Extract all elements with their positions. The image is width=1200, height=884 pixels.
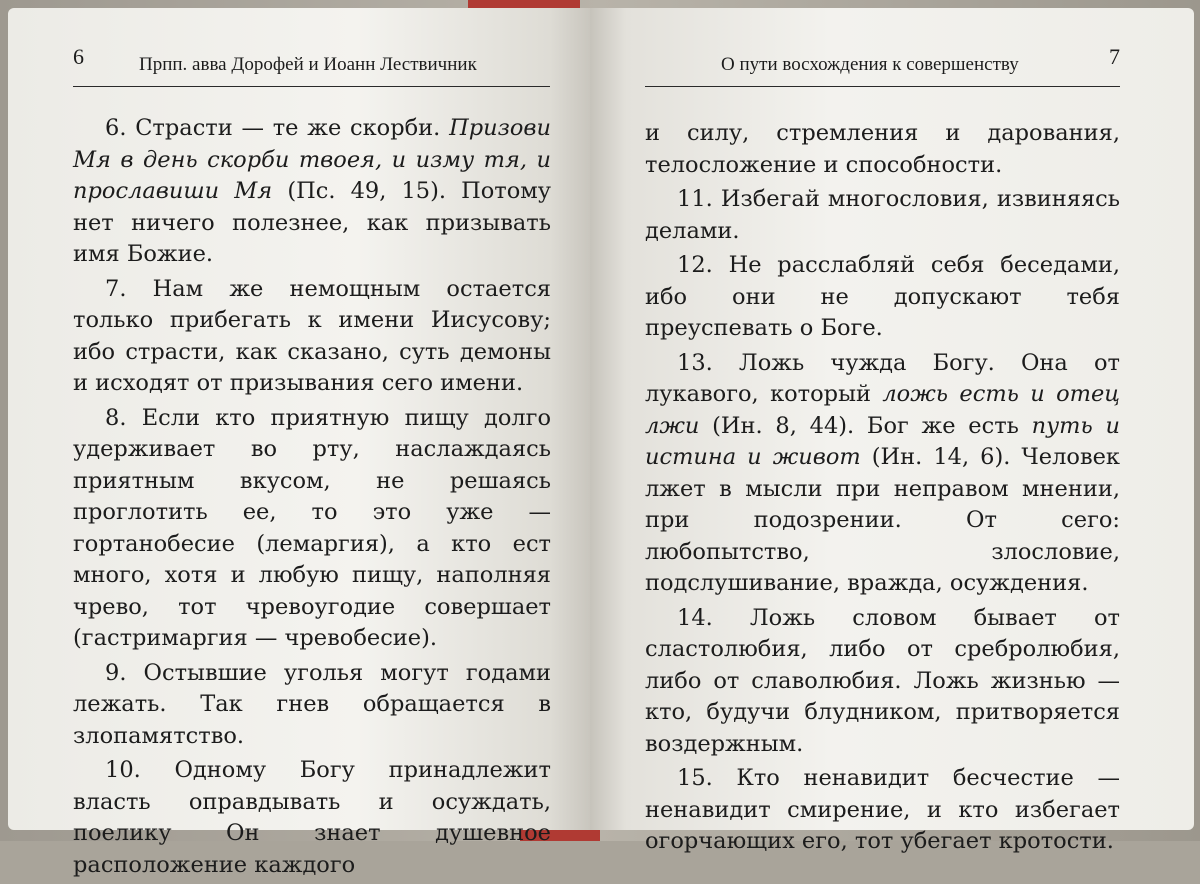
right-running-head-title: О пути восхождения к совершенству bbox=[721, 54, 1019, 75]
paragraph-9: 9. Остывшие уголья могут годами лежать. Так гнев обращается в злопамятство. bbox=[73, 659, 551, 749]
right-text-block bbox=[645, 118, 1120, 861]
paragraph-12: 12. Не расслабляй себя беседами, ибо они не допускают тебя преуспевать о Боге. bbox=[645, 252, 1120, 341]
left-page-number: 6 bbox=[73, 44, 84, 69]
left-running-head-title: Прпп. авва Дорофей и Иоанн Лествичник bbox=[139, 54, 477, 75]
right-page bbox=[590, 8, 1194, 854]
paragraph-13 bbox=[645, 348, 1120, 600]
paragraph-7: 7. Нам же немощным остается только прибегать к имени Иисусову; ибо страсти, как сказано, суть демоны и исходят от призывания сего имени. bbox=[73, 275, 551, 396]
paragraph-14: 14. Ложь словом бывает от сластолюбия, либо от сребролюбия, либо от славолюбия. Ложь жизнью — кто, будучи блудником, притворяется воздержным. bbox=[645, 604, 1120, 757]
paragraph-13-text-3: (Ин. 14, 6). Человек лжет в мысли при неправом мнении, при подозрении. От сего: любопытство, злословие, подслушивание, вражда, осуждения. bbox=[645, 444, 1120, 596]
paragraph-6-text-1: 6. Страсти — те же скорби. bbox=[105, 115, 450, 141]
paragraph-15: 15. Кто ненавидит бесчестие — ненавидит смирение, и кто избегает огорчающих его, тот убегает кротости. bbox=[645, 765, 1120, 854]
paragraph-6 bbox=[73, 113, 551, 271]
paragraph-13-quote-1: ложь есть и отец лжи bbox=[645, 381, 1120, 439]
paragraph-10: 10. Одному Богу принадлежит власть оправдывать и осуждать, поелику Он знает душевное расположение каждого bbox=[73, 757, 551, 878]
right-running-head bbox=[645, 40, 1120, 87]
paragraph-13-text-1: 13. Ложь чужда Богу. Она от лукавого, который bbox=[645, 349, 1120, 407]
left-running-head bbox=[73, 40, 550, 87]
paragraph-13-quote-2: путь и истина и живот bbox=[645, 412, 1120, 470]
left-text-block bbox=[73, 113, 551, 884]
paragraph-13-text-2: (Ин. 8, 44). Бог же есть bbox=[699, 412, 1032, 439]
paragraph-11: 11. Избегай многословия, извиняясь делами. bbox=[645, 186, 1120, 244]
paragraph-6-quote: Призови Мя в день скорби твоея, и изму тя, и прославиши Мя bbox=[73, 115, 551, 204]
left-page bbox=[8, 8, 590, 878]
paragraph-10-continued: и силу, стремления и дарования, телосложение и способности. bbox=[645, 120, 1120, 178]
right-page-number: 7 bbox=[1109, 44, 1120, 69]
paragraph-6-text-2: (Пс. 49, 15). Потому нет ничего полезнее, как призывать имя Божие. bbox=[73, 178, 551, 267]
paragraph-8: 8. Если кто приятную пищу долго удерживает во рту, наслаждаясь приятным вкусом, не решаясь проглотить ее, то это уже — гортанобесие (лемаргия), а кто ест много, хотя и любую пищу, наполняя чрево, тот чревоугодие совершает (гастримаргия — чревобесие). bbox=[73, 404, 551, 651]
